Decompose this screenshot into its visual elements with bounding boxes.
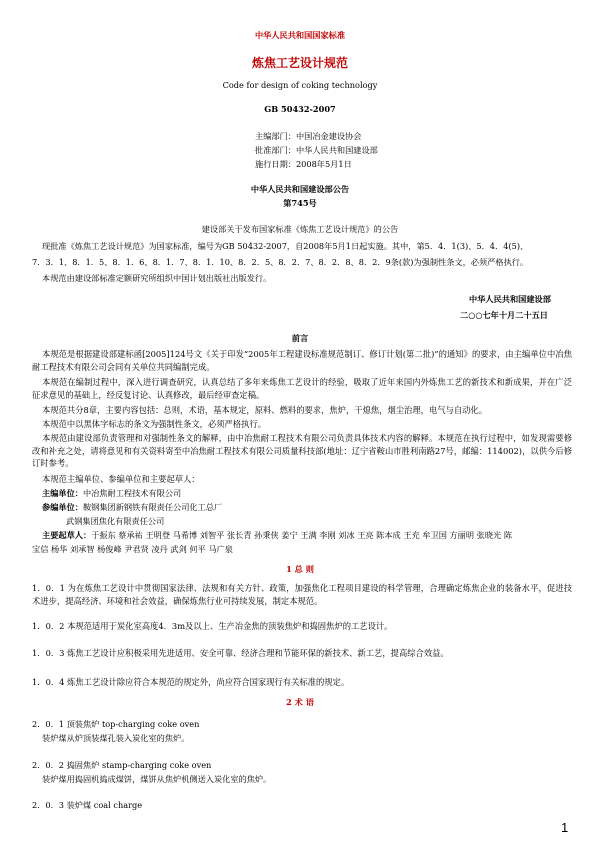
page-number: 1	[561, 820, 569, 835]
announcement-sign-date: 二○○七年十月二十五日	[460, 310, 548, 320]
chief-unit-name: 中冶焦耐工程技术有限公司	[82, 488, 182, 498]
co-unit-name-1: 鞍钢集团新钢铁有限责任公司化工总厂	[82, 502, 223, 512]
clause-1-0-4: 1．0．4 炼焦工艺设计除应符合本规范的规定外，尚应符合国家现行有关标准的规定。	[32, 677, 350, 687]
term-2-0-1-desc: 装炉煤从炉顶装煤孔装入炭化室的焦炉。	[42, 733, 190, 743]
announcement-number: 第745号	[283, 198, 317, 208]
term-2-0-2-desc: 装炉煤用捣固机捣成煤饼，煤饼从焦炉机侧送入炭化室的焦炉。	[42, 774, 272, 784]
preface-heading: 前言	[291, 333, 309, 343]
approval-dept: 批准部门：中华人民共和国建设部	[255, 145, 378, 155]
drafters-row	[42, 530, 512, 540]
announcement-sign-org: 中华人民共和国建设部	[469, 294, 551, 304]
clause-1-0-1: 1．0．1 为在炼焦工艺设计中贯彻国家法律、法规和有关方针、政策，加强焦化工程项目建设的科学管理，合理确定炼焦企业的装备水平，促进技术进步，提高经济、环境和社会效益，确保炼焦行业可持续发展，制定本规范。	[32, 583, 572, 606]
effective-date: 施行日期：2008年5月1日	[255, 159, 352, 169]
term-2-0-3-title: 2．0．3 装炉煤 coal charge	[32, 800, 143, 810]
standard-code: GB 50432-2007	[264, 104, 336, 114]
document-title: 炼焦工艺设计规范	[251, 56, 348, 70]
preface-paragraph-2: 本规范在编制过程中，深入进行调查研究，认真总结了多年来炼焦工艺设计的经验，吸取了近年来国内外炼焦工艺的新技术和新成果，并在广泛征求意见的基础上，经反复讨论、认真修改，最后经审查定稿。	[32, 377, 572, 400]
drafters-label: 主要起草人：	[42, 530, 92, 540]
co-unit-name-2: 武钢集团焦化有限责任公司	[66, 516, 165, 526]
preface-paragraph-6: 本规范主编单位、参编单位和主要起草人：	[42, 474, 200, 484]
chapter-2-heading: 2 术 语	[286, 697, 314, 707]
co-unit-label: 参编单位：	[42, 502, 83, 512]
chief-unit-label: 主编单位：	[42, 488, 83, 498]
drafters-list-1: 于振东 蔡承祐 王明登 马希博 刘智平 张长青 孙秉侠 姜宁 王满 李刚 刘冰 王亮 陈本成 王充 牟卫国 方丽明 张晓光 陈	[91, 530, 513, 540]
preface-paragraph-5: 本规范由建设部负责管理和对强制性条文的解释，由中冶焦耐工程技术有限公司负责具体技术内容的解释。本规范在执行过程中，如发现需要修改和补充之处，请将意见和有关资料寄至中冶焦耐工程技术有限公司质量科技部(地址：辽宁省鞍山市胜利南路27号，邮编：114002)，以供今后修订时参考。	[32, 433, 572, 468]
preface-paragraph-4: 本规范中以黑体字标志的条文为强制性条文，必须严格执行。	[42, 419, 267, 429]
document-title-english: Code for design of coking technology	[222, 80, 378, 90]
chief-editor-dept: 主编部门：中国冶金建设协会	[255, 131, 362, 141]
term-2-0-2-title: 2．0．2 捣固焦炉 stamp-charging coke oven	[32, 760, 212, 770]
term-2-0-1-title: 2．0．1 顶装焦炉 top-charging coke oven	[32, 719, 200, 729]
national-standard-label: 中华人民共和国国家标准	[254, 30, 346, 40]
announcement-body-line3: 本规范由建设部标准定额研究所组织中国计划出版社出版发行。	[42, 273, 272, 283]
co-unit-row	[42, 502, 222, 512]
chapter-1-heading: 1 总 则	[286, 564, 314, 574]
drafters-list-2: 宝信 杨华 刘承智 杨俊峰 尹君贤 凌丹 武剑 何平 马广泉	[32, 544, 233, 554]
preface-paragraph-3: 本规范共分8章，主要内容包括：总则，术语，基本规定，原料、燃料的要求，焦炉，干熄焦，烟尘治理，电气与自动化。	[42, 405, 488, 415]
announcement-subject: 建设部关于发布国家标准《炼焦工艺设计规范》的公告	[201, 224, 399, 234]
clause-1-0-2: 1．0．2 本规范适用于炭化室高度4．3m及以上、生产冶金焦的顶装焦炉和捣固焦炉的工艺设计。	[32, 621, 393, 631]
announcement-issuer: 中华人民共和国建设部公告	[250, 184, 350, 194]
announcement-body-line2: 7．3．1、8．1．5、8．1．6、8．1．7、8．1．10、8．2．5、8．2．7、8．2．8、8．2．9条(款)为强制性条文，必须严格执行。	[32, 257, 529, 267]
chief-unit-row	[42, 488, 181, 498]
clause-1-0-3: 1．0．3 炼焦工艺设计应积极采用先进适用、安全可靠、经济合理和节能环保的新技术、新工艺，提高综合效益。	[32, 648, 449, 658]
announcement-body-line1: 现批准《炼焦工艺设计规范》为国家标准，编号为GB 50432-2007，自2008年5月1日起实施。其中，第5．4．1(3)、5．4．4(5)、	[42, 241, 529, 251]
preface-paragraph-1: 本规范是根据建设部建标函[2005]124号文《关于印发“2005年工程建设标准规范制订、修订计划(第二批)”的通知》的要求，由主编单位中冶焦耐工程技术有限公司会同有关单位共同编制完成。	[32, 349, 572, 372]
